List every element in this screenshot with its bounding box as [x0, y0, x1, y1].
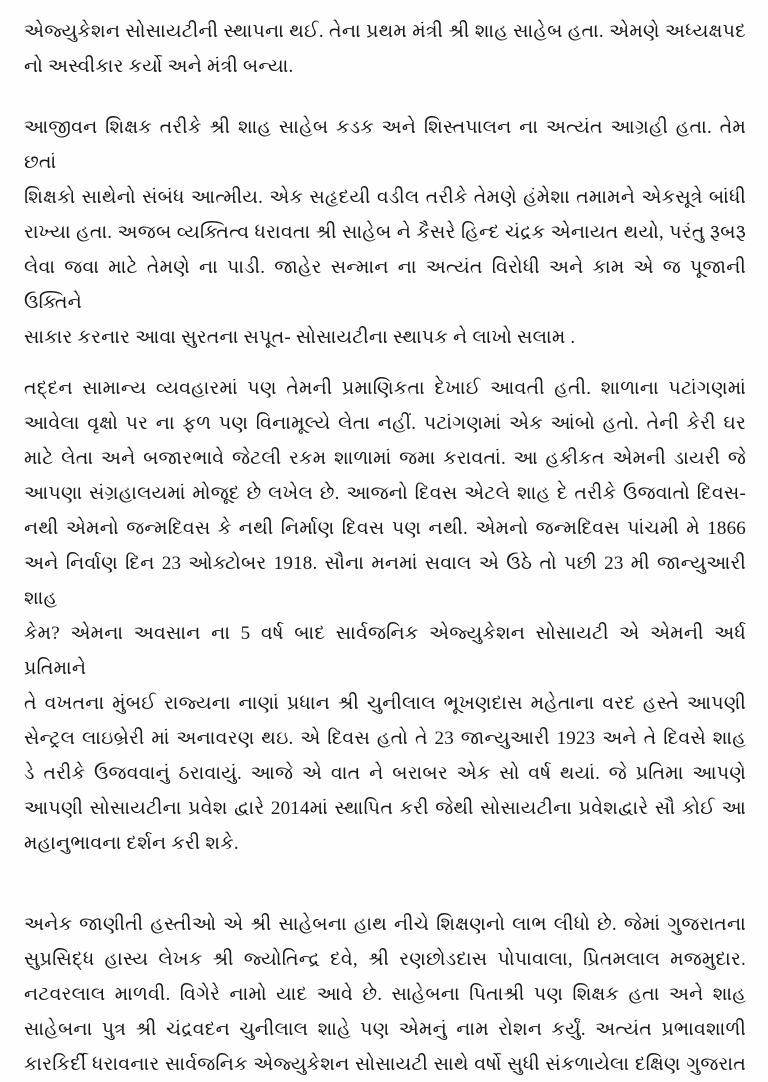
text-line: સાહેબના પુત્ર શ્રી ચંદ્રવદન ચુનીલાલ શાહે પણ એમનું નામ રોશન કર્યું. અત્યંત પ્રભાવશાળી [24, 1019, 746, 1040]
text-line: લેવા જવા માટે તેમણે ના પાડી. જાહેર સન્માન ના અત્યંત વિરોધી અને કામ એ જ પૂજાની ઉક્તિને [24, 257, 746, 313]
text-line: સેન્ટ્રલ લાઇબ્રેરી માં અનાવરણ થઇ. એ દિવસ હતો તે 23 જાન્યુઆરી 1923 અને તે દિવસે શાહ [24, 728, 746, 749]
text-line: આવેલા વૃક્ષો પર ના ફળ પણ વિનામૂલ્યે લેતા નહીં. પટાંગણમાં એક આંબો હતો. તેની કેરી ઘર [24, 413, 746, 434]
text-line: તે વખતના મુંબઈ રાજ્યના નાણાં પ્રધાન શ્રી ચુનીલાલ ભૂખણદાસ મહેતાના વરદ હસ્તે આપણી [24, 693, 746, 714]
paragraph-1 [24, 14, 746, 84]
text-line: મહાનુભાવના દર્શન કરી શકે. [24, 833, 239, 854]
text-line: આજીવન શિક્ષક તરીકે શ્રી શાહ સાહેબ કડક અને શિસ્તપાલન ના અત્યંત આગ્રહી હતા. તેમ છતાં [24, 117, 746, 173]
text-line: એજ્યુકેશન સોસાયટીની સ્થાપના થઈ. તેના પ્રથમ મંત્રી શ્રી શાહ સાહેબ હતા. એમણે અધ્યક્ષપદ [24, 21, 746, 42]
text-line: નટવરલાલ માળવી. વિગેરે નામો યાદ આવે છે. સાહેબના પિતાશ્રી પણ શિક્ષક હતા અને શાહ [24, 984, 746, 1005]
text-line: અને નિર્વાણ દિન 23 ઓક્ટોબર 1918. સૌના મનમાં સવાલ એ ઉઠે તો પછી 23 મી જાન્યુઆરી શાહ [24, 553, 746, 609]
text-line: આપણા સંગ્રહાલયમાં મોજૂદ છે લખેલ છે. આજનો દિવસ એટલે શાહ દે તરીકે ઉજવાતો દિવસ- [24, 483, 746, 504]
text-line: અનેક જાણીતી હસ્તીઓ એ શ્રી સાહેબના હાથ નીચે શિક્ષણનો લાભ લીધો છે. જેમાં ગુજરાતના [24, 914, 746, 935]
text-line: નથી એમનો જન્મદિવસ કે નથી નિર્માણ દિવસ પણ નથી. એમનો જન્મદિવસ પાંચમી મે 1866 [24, 518, 746, 539]
paragraph-2 [24, 110, 746, 355]
text-line: કારકિર્દી ધરાવનાર સાર્વજનિક એજ્યુકેશન સોસાયટી સાથે વર્ષો સુધી સંકળાયેલા દક્ષિણ ગુજરાત [24, 1054, 746, 1075]
text-line: શિક્ષકો સાથેનો સંબંધ આત્મીય. એક સહૃદયી વડીલ તરીકે તેમણે હંમેશા તમામને એકસૂત્રે બાંધી [24, 187, 746, 208]
text-line: ડે તરીકે ઉજવવાનું ઠરાવાયું. આજે એ વાત ને બરાબર એક સો વર્ષ થયાં. જે પ્રતિમા આપણે [24, 763, 746, 784]
text-line: સાકાર કરનાર આવા સુરતના સપૂત- સોસાયટીના સ્થાપક ને લાખો સલામ . [24, 327, 576, 348]
text-line: નો અસ્વીકાર કર્યો અને મંત્રી બન્યા. [24, 56, 294, 77]
paragraph-4 [24, 907, 746, 1082]
text-line: રાખ્યા હતા. અજબ વ્યક્તિત્વ ધરાવતા શ્રી સાહેબ ને કૈસરે હિન્દ ચંદ્રક એનાયત થયો, પરંતુ રૂબરૂ [24, 222, 746, 243]
text-line: સુપ્રસિદ્ધ હાસ્ય લેખક શ્રી જ્યોતિન્દ્ર દવે, શ્રી રણછોડદાસ પોપાવાલા, પ્રિતમલાલ મજમુદાર. [24, 949, 746, 970]
text-line: કેમ? એમના અવસાન ના 5 વર્ષ બાદ સાર્વજનિક એજ્યુકેશન સોસાયટી એ એમની અર્ધ પ્રતિમાને [24, 623, 746, 679]
text-line: માટે લેતા અને બજારભાવે જેટલી રકમ શાળામાં જમા કરાવતાં. આ હકીકત એમની ડાયરી જે [24, 448, 746, 469]
text-line: તદ્દન સામાન્ય વ્યવહારમાં પણ તેમની પ્રમાણિકતા દેખાઈ આવતી હતી. શાળાના પટાંગણમાં [24, 378, 746, 399]
text-line: આપણી સોસાયટીના પ્રવેશ દ્વારે 2014માં સ્થાપિત કરી જેથી સોસાયટીના પ્રવેશદ્વારે સૌ કોઈ આ [24, 798, 746, 819]
paragraph-3 [24, 371, 746, 861]
